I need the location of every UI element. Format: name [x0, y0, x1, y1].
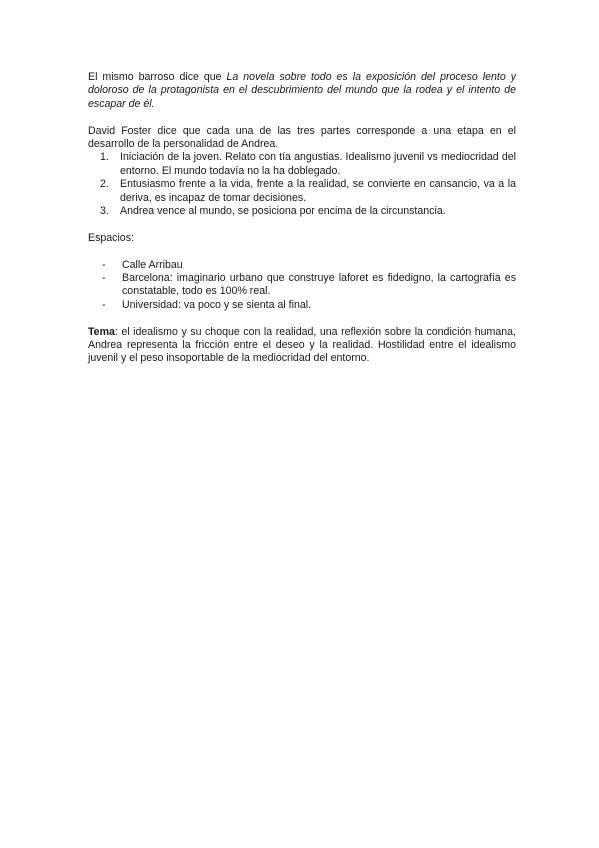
espacios-list	[88, 259, 516, 313]
list-item	[88, 272, 516, 299]
barroso-intro: El mismo barroso dice que	[88, 71, 227, 83]
dash-bullet: -	[102, 272, 106, 285]
paragraph-barroso	[88, 71, 516, 111]
tema-text: : el idealismo y su choque con la realidad, una reflexión sobre la condición humana, Andrea representa la fricción entre el deseo y la realidad. Hostilidad entre el idealismo juvenil y el peso insoportable de la mediocridad del entorno.	[88, 325, 516, 365]
spacer	[88, 218, 516, 231]
spacer	[88, 111, 516, 124]
list-number: 1.	[100, 151, 109, 164]
list-item-text: Calle Arribau	[122, 258, 183, 271]
list-item-text: Iniciación de la joven. Relato con tía angustias. Idealismo juvenil vs mediocridad del entorno. El mundo todavía no la ha doblegado.	[120, 151, 516, 177]
list-item	[88, 151, 516, 178]
list-item-text: Barcelona: imaginario urbano que construye laforet es fidedigno, la cartografía es constatable, todo es 100% real.	[122, 272, 516, 298]
dash-bullet: -	[102, 298, 106, 311]
tema-label: Tema	[88, 325, 115, 338]
spacer	[88, 245, 516, 258]
list-item	[88, 299, 516, 312]
stages-list	[88, 151, 516, 218]
dash-bullet: -	[102, 258, 106, 271]
paragraph-tema	[88, 326, 516, 366]
list-item-text: Universidad: va poco y se sienta al final.	[122, 298, 312, 311]
paragraph-foster: David Foster dice que cada una de las tres partes corresponde a una etapa en el desarrollo de la personalidad de Andrea.	[88, 124, 516, 151]
list-item	[88, 205, 516, 218]
espacios-heading: Espacios:	[88, 231, 134, 244]
spacer	[88, 312, 516, 325]
list-item-text: Andrea vence al mundo, se posiciona por encima de la circunstancia.	[120, 205, 446, 218]
list-number: 2.	[100, 178, 109, 191]
list-item	[88, 259, 516, 272]
list-item-text: Entusiasmo frente a la vida, frente a la realidad, se convierte en cansancio, va a la deriva, es incapaz de tomar decisiones.	[120, 178, 516, 204]
barroso-quote: La novela sobre todo es la exposición del proceso lento y doloroso de la protagonista en el descubrimiento del mundo que la rodea y el intento de escapar de él.	[88, 71, 517, 110]
document-body	[88, 71, 516, 366]
list-item	[88, 178, 516, 205]
list-number: 3.	[100, 205, 109, 218]
